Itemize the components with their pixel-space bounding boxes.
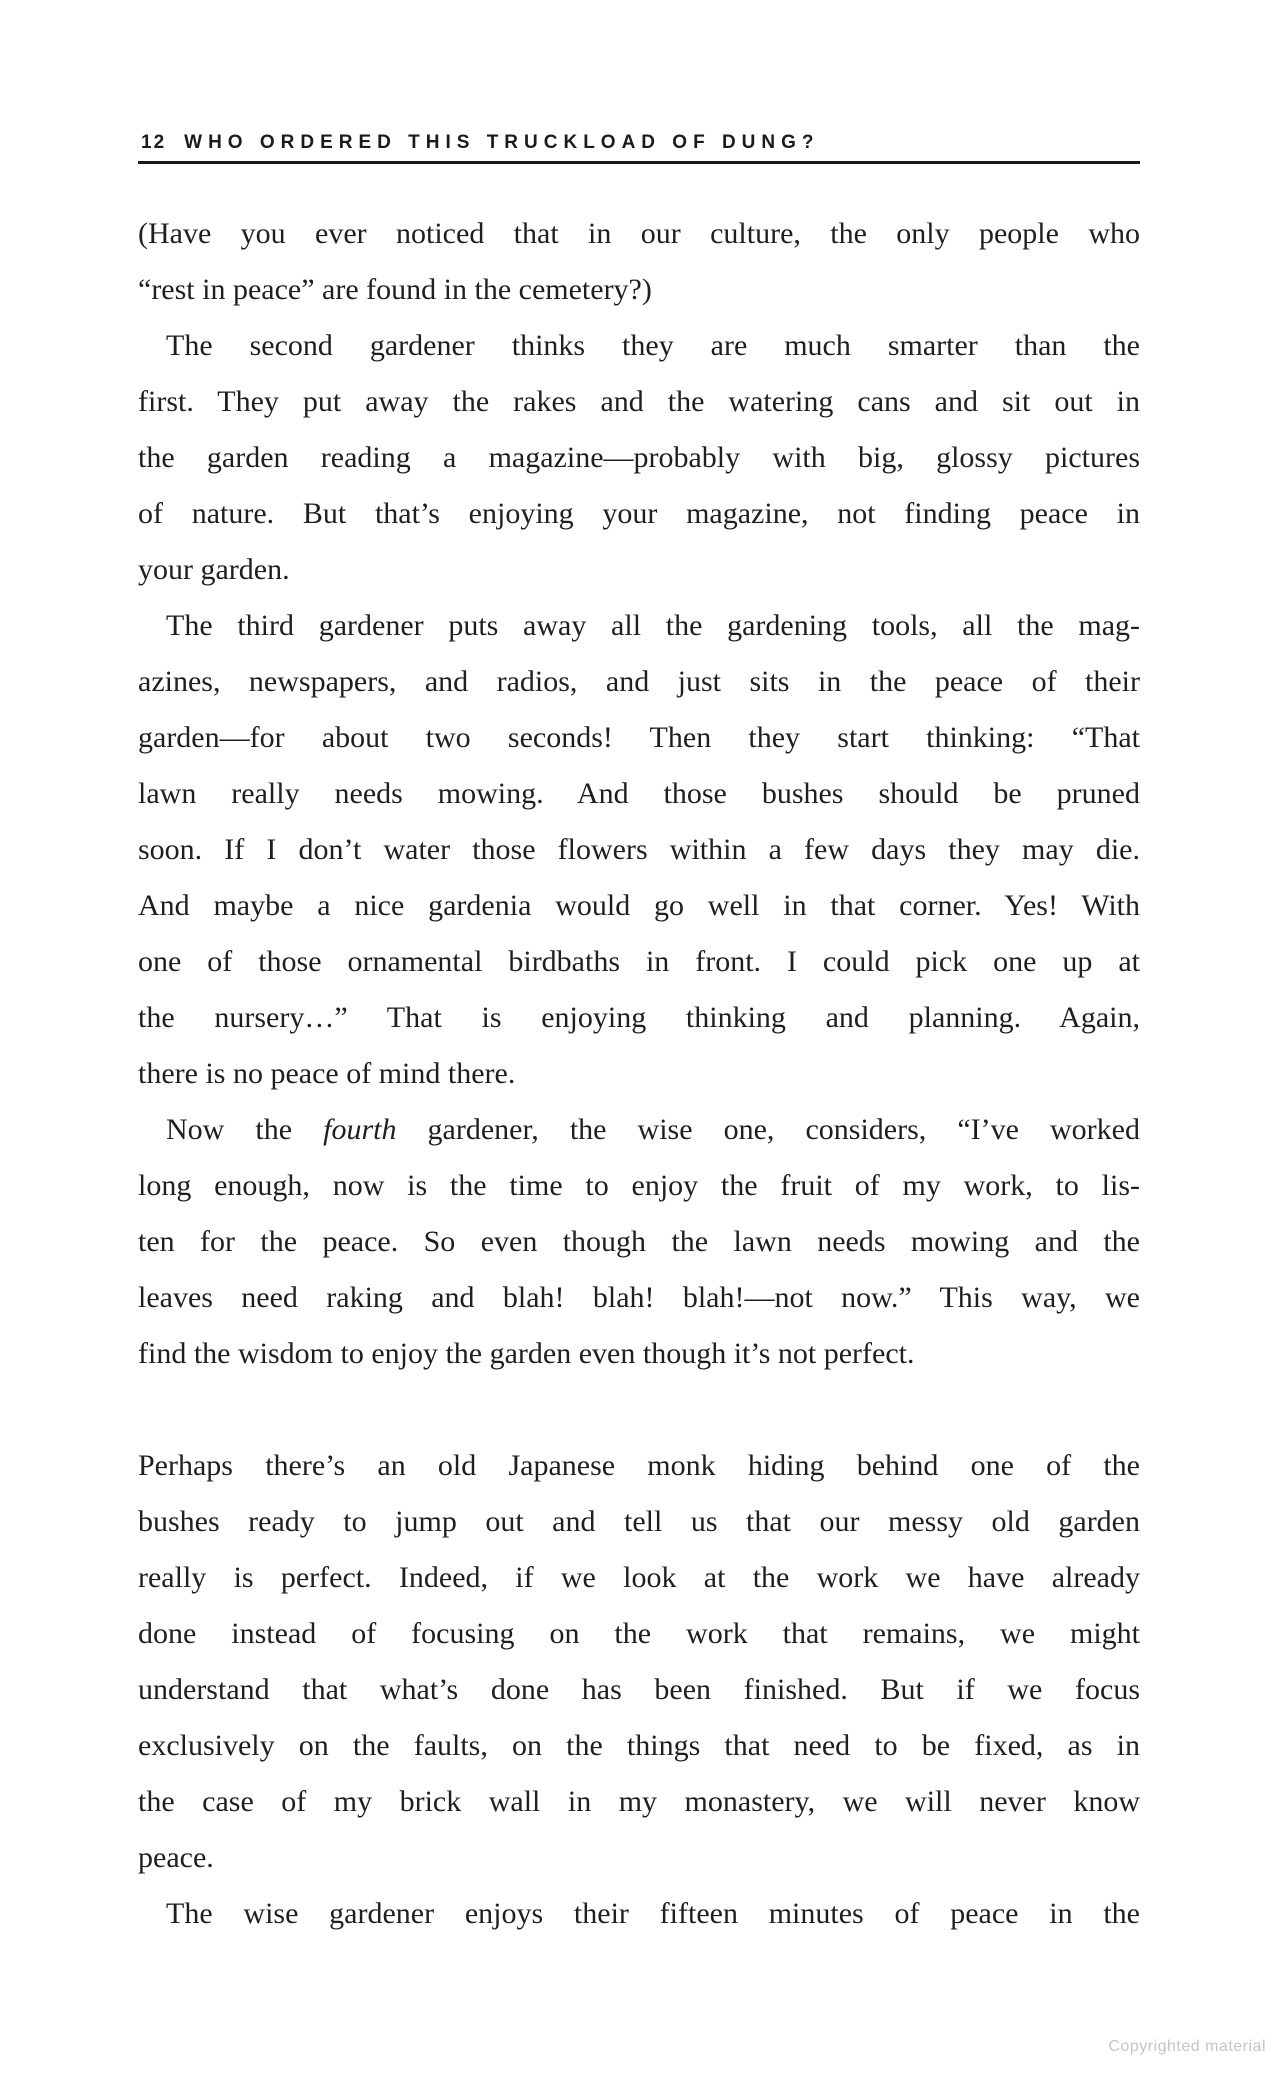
text-segment: of nature. But that’s enjoying your magazine, not finding peace in [138,497,1140,530]
text-segment: The wise gardener enjoys their fifteen minutes of peace in the [166,1897,1140,1930]
text-segment: the nursery…” That is enjoying thinking and planning. Again, [138,1001,1140,1034]
text-segment: there is no peace of mind there. [138,1057,516,1090]
section-break [138,1382,1140,1438]
text-line [138,934,1140,990]
text-line [138,878,1140,934]
running-header [141,132,820,154]
text-line [138,1494,1140,1550]
text-segment: understand that what’s done has been finished. But if we focus [138,1673,1140,1706]
text-line [138,486,1140,542]
text-segment: Now the [166,1113,324,1146]
text-segment: (Have you ever noticed that in our culture, the only people who [138,217,1140,250]
text-segment: leaves need raking and blah! blah! blah!—not now.” This way, we [138,1281,1140,1314]
text-segment: really is perfect. Indeed, if we look at the work we have already [138,1561,1140,1594]
text-segment: the garden reading a magazine—probably with big, glossy pictures [138,441,1140,474]
text-segment: first. They put away the rakes and the watering cans and sit out in [138,385,1140,418]
text-line [138,1550,1140,1606]
text-line [138,1046,1140,1102]
text-segment: one of those ornamental birdbaths in front. I could pick one up at [138,945,1140,978]
text-segment: bushes ready to jump out and tell us that our messy old garden [138,1505,1140,1538]
text-line [138,710,1140,766]
running-title: WHO ORDERED THIS TRUCKLOAD OF DUNG? [184,132,820,153]
text-segment: peace. [138,1841,214,1874]
italic-text: fourth [323,1113,397,1146]
copyright-watermark: Copyrighted material [1108,2038,1266,2055]
text-line [138,654,1140,710]
text-segment: find the wisdom to enjoy the garden even though it’s not perfect. [138,1337,915,1370]
text-segment: gardener, the wise one, considers, “I’ve worked [396,1113,1140,1146]
text-line [138,374,1140,430]
body-text [138,206,1140,1942]
text-line [138,318,1140,374]
text-segment: And maybe a nice gardenia would go well in that corner. Yes! With [138,889,1140,922]
text-segment: The third gardener puts away all the gardening tools, all the mag- [166,609,1140,642]
text-segment: ten for the peace. So even though the lawn needs mowing and the [138,1225,1140,1258]
text-line [138,990,1140,1046]
text-segment: azines, newspapers, and radios, and just sits in the peace of their [138,665,1140,698]
text-line [138,1158,1140,1214]
text-line [138,598,1140,654]
text-segment: The second gardener thinks they are much smarter than the [166,329,1140,362]
text-segment: soon. If I don’t water those flowers within a few days they may die. [138,833,1140,866]
text-line [138,430,1140,486]
text-line [138,1606,1140,1662]
text-line [138,1214,1140,1270]
text-line [138,1830,1140,1886]
text-line [138,1886,1140,1942]
text-segment: long enough, now is the time to enjoy the fruit of my work, to lis- [138,1169,1140,1202]
text-segment: “rest in peace” are found in the cemetery?) [138,273,652,306]
text-line [138,1718,1140,1774]
text-line [138,1774,1140,1830]
page-number: 12 [141,132,167,153]
text-line [138,822,1140,878]
text-line [138,206,1140,262]
text-segment: lawn really needs mowing. And those bushes should be pruned [138,777,1140,810]
header-rule [138,161,1140,164]
text-line [138,1102,1140,1158]
text-segment: Perhaps there’s an old Japanese monk hiding behind one of the [138,1449,1140,1482]
text-segment: exclusively on the faults, on the things that need to be fixed, as in [138,1729,1140,1762]
text-segment: the case of my brick wall in my monastery, we will never know [138,1785,1140,1818]
text-line [138,766,1140,822]
text-line [138,1438,1140,1494]
text-line [138,1326,1140,1382]
text-line [138,1662,1140,1718]
text-line [138,262,1140,318]
text-segment: your garden. [138,553,290,586]
text-line [138,542,1140,598]
text-segment: done instead of focusing on the work that remains, we might [138,1617,1140,1650]
text-segment: garden—for about two seconds! Then they start thinking: “That [138,721,1140,754]
text-line [138,1270,1140,1326]
